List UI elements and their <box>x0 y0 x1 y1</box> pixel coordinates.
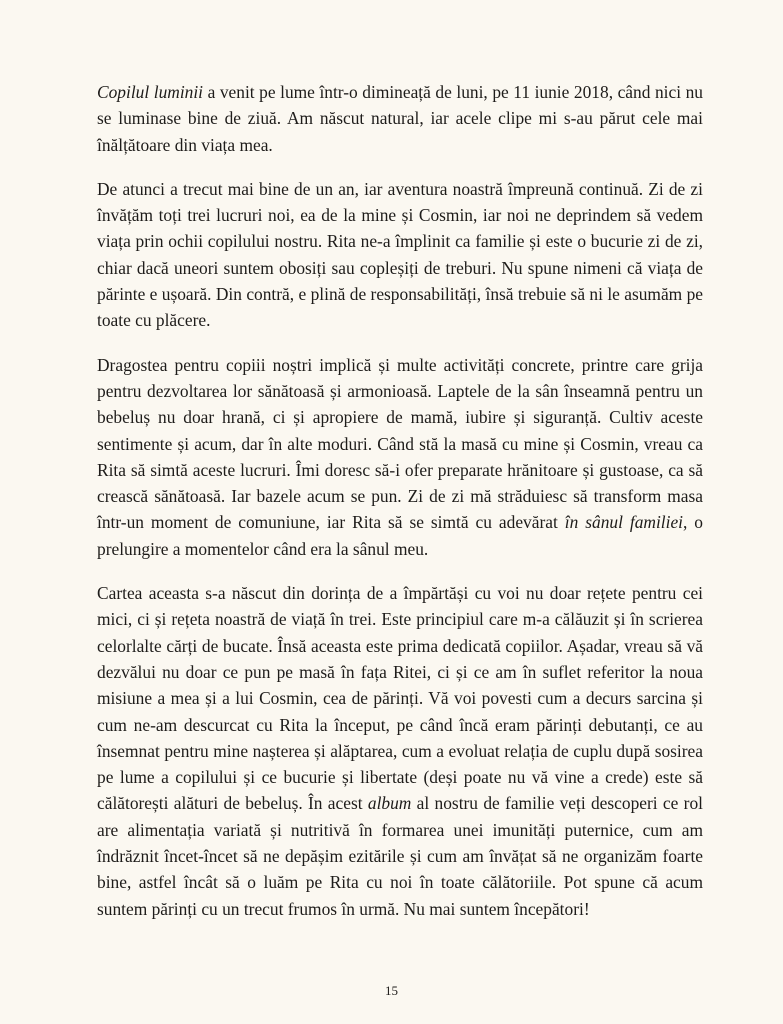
paragraph-3 <box>97 352 703 562</box>
paragraph-3-text-end: , o prelungire a momentelor când era la sânul meu. <box>97 512 703 559</box>
paragraph-2 <box>97 176 703 334</box>
paragraph-4-text-start: Cartea aceasta s-a născut din dorința de a împărtăși cu voi nu doar rețete pentru cei mici, ci și rețeta noastră de viață în trei. Este principiul care m-a călăuzit și în scrierea celorlalte cărți de bucate. Însă aceasta este prima dedicată copiilor. Așadar, vreau să vă dezvălui nu doar ce pun pe masă în fața Ritei, ci și ce am în suflet referitor la noua misiune a mea și a lui Cosmin, cea de părinți. Vă voi povesti cum a decurs sarcina și cum ne-am descurcat cu Rita la început, pe când încă eram părinți debutanți, ce au însemnat pentru mine nașterea și alăptarea, cum a evoluat relația de cuplu după sosirea pe lume a copilului și ce bucurie și libertate (deși poate nu vă vine a crede) este să călătorești alături de bebeluș. În acest <box>97 583 703 814</box>
book-title-copilul-luminii: Copilul luminii <box>97 82 204 102</box>
page-body <box>97 79 703 940</box>
paragraph-2-text: De atunci a trecut mai bine de un an, iar aventura noastră împreună continuă. Zi de zi învățăm toți trei lucruri noi, ea de la mine și Cosmin, iar noi ne deprindem să vedem viața prin ochii copilului nostru. Rita ne-a împlinit ca familie și este o bucurie zi de zi, chiar dacă uneori suntem obosiți sau copleșiți de treburi. Nu spune nimeni că viața de părinte e ușoară. Din contră, e plină de responsabilități, însă trebuie să ni le asumăm pe toate cu plăcere. <box>97 178 703 331</box>
paragraph-3-text-start: Dragostea pentru copiii noștri implică și multe activități concrete, printre care grija pentru dezvoltarea lor sănătoasă și armonioasă. Laptele de la sân înseamnă pentru un bebeluș nu doar hrană, ci și apropiere de mamă, iubire și siguranță. Cultiv aceste sentimente și acum, dar în alte moduri. Când stă la masă cu mine și Cosmin, vreau ca Rita să simtă aceste lucruri. Îmi doresc să-i ofer preparate hrănitoare și gustoase, ca să crească sănătoasă. Iar bazele acum se pun. Zi de zi mă străduiesc să transform masa într-un moment de comuniune, iar Rita să se simtă cu adevărat <box>97 354 703 533</box>
paragraph-4 <box>97 580 703 922</box>
paragraph-1-text: a venit pe lume într-o dimineață de luni, pe 11 iunie 2018, când nici nu se luminase bine de ziuă. Am născut natural, iar acele clipe mi s-au părut cele mai înălțătoare din viața mea. <box>97 82 703 155</box>
page-number: 15 <box>385 983 398 998</box>
emphasis-in-sanul-familiei: în sânul familiei <box>564 512 683 533</box>
paragraph-1 <box>97 79 703 158</box>
emphasis-album: album <box>367 793 412 814</box>
paragraph-4-text-end: al nostru de familie veți descoperi ce rol are alimentația variată și nutritivă în formarea unei imunități puternice, cum am îndrăznit încet-încet să ne depășim ezitările și cum am învățat să ne organizăm foarte bine, astfel încât să o luăm pe Rita cu noi în toate călătoriile. Pot spune că acum suntem părinți cu un trecut frumos în urmă. Nu mai suntem începători! <box>97 793 703 919</box>
